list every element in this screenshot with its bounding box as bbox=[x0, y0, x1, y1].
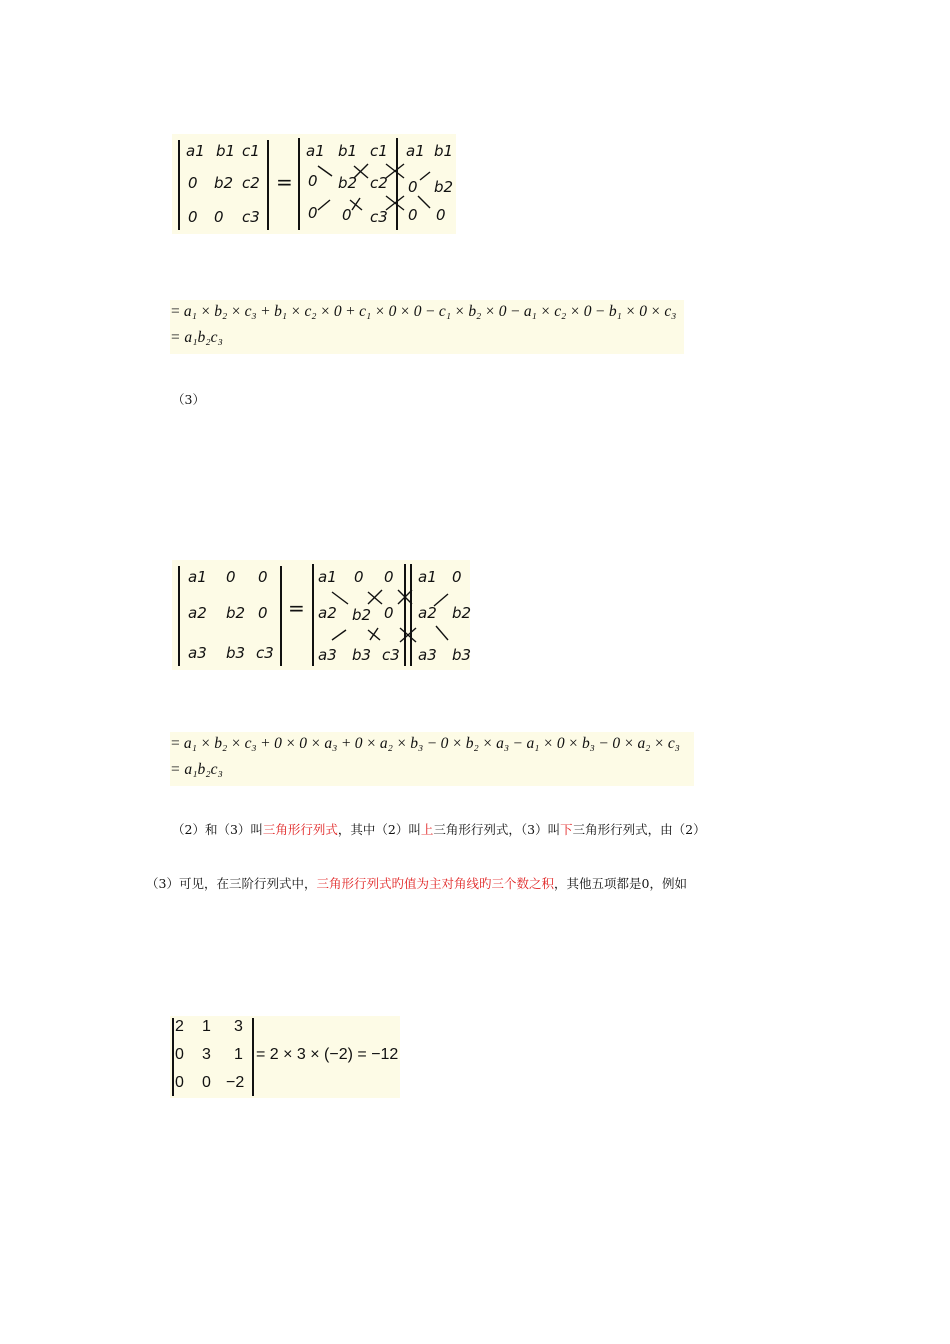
ex-r3c1: 0 bbox=[175, 1074, 184, 1091]
m2-equals: = bbox=[288, 596, 305, 620]
m1-left-r3c2: 0 bbox=[214, 208, 224, 226]
m1-right-r1c2: b1 bbox=[338, 142, 358, 160]
m1-right-r3c2: 0 bbox=[342, 206, 352, 224]
m1-right-r1c1: a1 bbox=[306, 142, 325, 160]
p1-text-a: （2）和（3）叫 bbox=[172, 822, 263, 837]
m2-right-r1c5: 0 bbox=[452, 568, 462, 586]
p1-text-d: 三角形行列式，由（2） bbox=[572, 822, 706, 837]
m2-right-r2c3: 0 bbox=[384, 604, 394, 622]
ex-r2c1: 0 bbox=[175, 1046, 184, 1063]
m1-right-r3c5: 0 bbox=[436, 206, 446, 224]
matrix-image-1 bbox=[172, 134, 456, 234]
formula-2-line2: = a₁b₂c₃ bbox=[170, 761, 223, 778]
m1-right-r1c3: c1 bbox=[370, 142, 388, 160]
p1-text-c: 三角形行列式，（3）叫 bbox=[433, 822, 561, 837]
m1-right-r3c1: 0 bbox=[308, 204, 318, 222]
label-3: （3） bbox=[172, 392, 205, 407]
paragraph-line-1 bbox=[172, 820, 706, 838]
m2-right-r1c3: 0 bbox=[384, 568, 394, 586]
m2-right-r1c1: a1 bbox=[318, 568, 337, 586]
m2-right-r1c2: 0 bbox=[354, 568, 364, 586]
p2-text-b: ，其他五项都是0，例如 bbox=[553, 876, 687, 891]
ex-r3c2: 0 bbox=[202, 1074, 211, 1091]
m1-right-r2c2: b2 bbox=[338, 174, 358, 192]
m1-right-r3c4: 0 bbox=[408, 206, 418, 224]
m2-right-r2c1: a2 bbox=[318, 604, 337, 622]
m2-left-r2c2: b2 bbox=[226, 604, 246, 622]
m1-diagonal-strokes bbox=[172, 134, 456, 234]
p2-red-statement: 三角形行列式旳值为主对角线旳三个数之积 bbox=[316, 876, 554, 891]
m1-right-r2c5: b2 bbox=[434, 178, 454, 196]
example-box bbox=[170, 1016, 400, 1098]
m1-left-r2c2: b2 bbox=[214, 174, 234, 192]
m2-right-r3c2: b3 bbox=[352, 646, 372, 664]
ex-result: = 2 × 3 × (−2) = −12 bbox=[256, 1046, 399, 1063]
m2-left-r3c3: c3 bbox=[256, 644, 274, 662]
m1-left-r1c2: b1 bbox=[216, 142, 236, 160]
p1-red-upper: 上 bbox=[420, 822, 434, 837]
m2-left-r3c2: b3 bbox=[226, 644, 246, 662]
m2-left-r3c1: a3 bbox=[188, 644, 207, 662]
m1-left-r2c3: c2 bbox=[242, 174, 260, 192]
formula-1-line2: = a₁b₂c₃ bbox=[170, 329, 223, 346]
ex-r2c3: 1 bbox=[234, 1046, 243, 1063]
p2-text-a: （3）可见，在三阶行列式中， bbox=[146, 876, 317, 891]
m2-left-r1c1: a1 bbox=[188, 568, 207, 586]
m2-right-r1c4: a1 bbox=[418, 568, 437, 586]
ex-r1c1: 2 bbox=[175, 1018, 184, 1035]
ex-r3c3: −2 bbox=[226, 1074, 245, 1091]
formula-1-line1: = a₁ × b₂ × c₃ + b₁ × c₂ × 0 + c₁ × 0 × 0 − c₁ × b₂ × 0 − a₁ × c₂ × 0 − b₁ × 0 × c₃ bbox=[170, 303, 677, 320]
m1-right-r2c3: c2 bbox=[370, 174, 388, 192]
formula-2-box bbox=[170, 732, 694, 786]
m2-right-r2c2: b2 bbox=[352, 606, 372, 624]
m2-left-r1c2: 0 bbox=[226, 568, 236, 586]
m1-right-r1c4: a1 bbox=[406, 142, 425, 160]
p1-text-b: ，其中（2）叫 bbox=[337, 822, 421, 837]
m1-left-r1c1: a1 bbox=[186, 142, 205, 160]
formula-1-box bbox=[170, 300, 684, 354]
m1-right-r1c5: b1 bbox=[434, 142, 454, 160]
m1-right-r3c3: c3 bbox=[370, 208, 388, 226]
matrix-image-2 bbox=[172, 560, 470, 670]
paragraph-line-2 bbox=[146, 874, 687, 892]
m2-right-r3c3: c3 bbox=[382, 646, 400, 664]
m1-left-r1c3: c1 bbox=[242, 142, 260, 160]
m1-right-r2c4: 0 bbox=[408, 178, 418, 196]
m2-right-r2c5: b2 bbox=[452, 604, 472, 622]
m2-right-r3c5: b3 bbox=[452, 646, 472, 664]
m1-equals: = bbox=[276, 170, 293, 194]
m2-left-r2c1: a2 bbox=[188, 604, 207, 622]
m2-diagonal-strokes bbox=[172, 560, 470, 670]
m1-right-r2c1: 0 bbox=[308, 172, 318, 190]
m2-right-r2c4: a2 bbox=[418, 604, 437, 622]
m2-right-r3c1: a3 bbox=[318, 646, 337, 664]
ex-r1c2: 1 bbox=[202, 1018, 211, 1035]
p1-red-triangular-determinant: 三角形行列式 bbox=[262, 822, 338, 837]
m1-left-r2c1: 0 bbox=[188, 174, 198, 192]
ex-r2c2: 3 bbox=[202, 1046, 211, 1063]
p1-red-lower: 下 bbox=[560, 822, 573, 837]
formula-2-line1: = a₁ × b₂ × c₃ + 0 × 0 × a₃ + 0 × a₂ × b₃ − 0 × b₂ × a₃ − a₁ × 0 × b₃ − 0 × a₂ × c₃ bbox=[170, 735, 680, 752]
m1-left-r3c1: 0 bbox=[188, 208, 198, 226]
m1-left-r3c3: c3 bbox=[242, 208, 260, 226]
m2-right-r3c4: a3 bbox=[418, 646, 437, 664]
ex-r1c3: 3 bbox=[234, 1018, 243, 1035]
m2-left-r2c3: 0 bbox=[258, 604, 268, 622]
m2-left-r1c3: 0 bbox=[258, 568, 268, 586]
